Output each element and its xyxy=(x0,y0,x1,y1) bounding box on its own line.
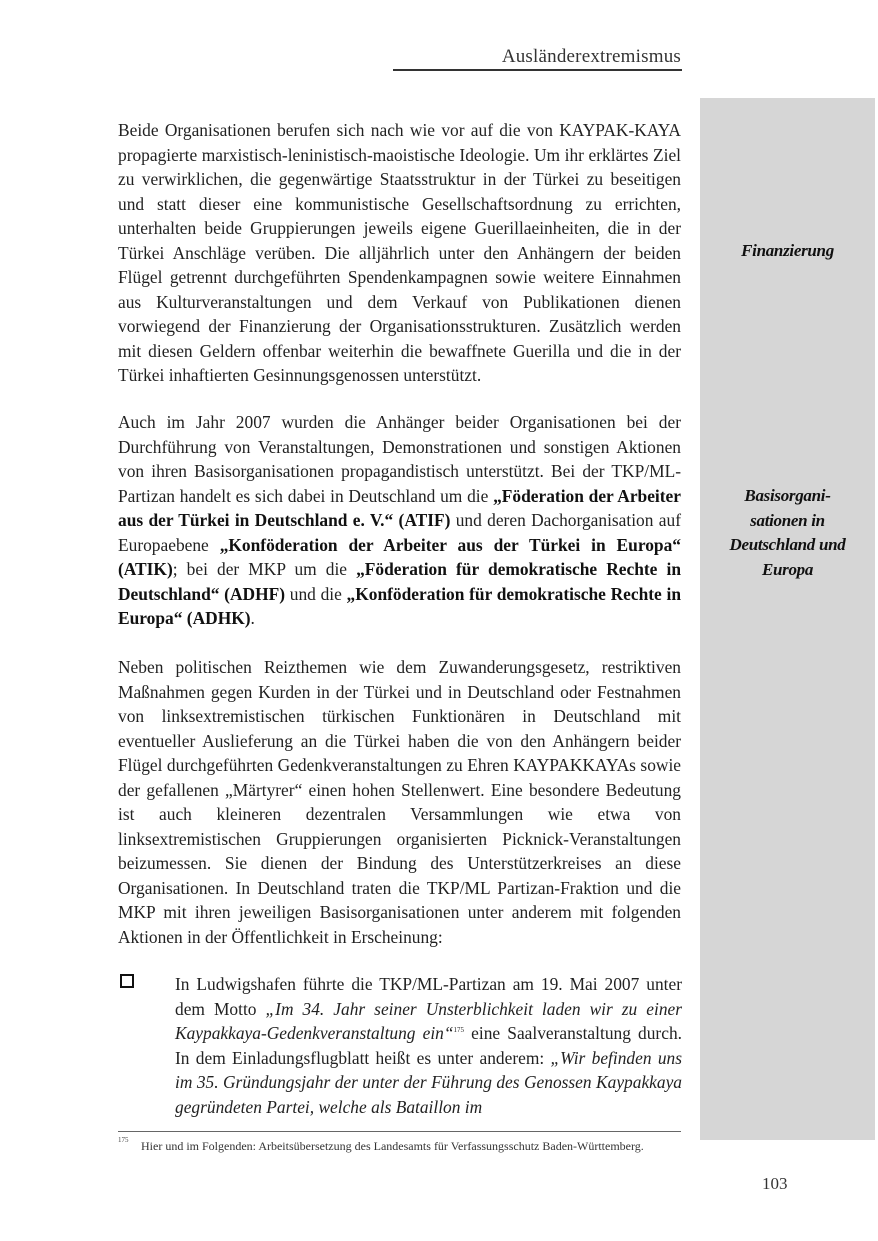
text-run: und die xyxy=(285,583,347,604)
footnote-rule xyxy=(118,1131,681,1132)
paragraph-basisorganisationen xyxy=(118,410,681,631)
bullet-item-ludwigshafen xyxy=(175,972,682,1119)
margin-note-basisorganisationen xyxy=(700,484,875,582)
paragraph-ideology xyxy=(118,118,681,388)
org-adhf: „Föderation für demokratische Rechte in Deutschland“ (ADHF) xyxy=(118,559,681,604)
footnote-number: 175 xyxy=(118,1136,129,1144)
paragraph-text: Neben politischen Reizthemen wie dem Zuwanderungsgesetz, restriktiven Maßnahmen gegen Kurden in der Türkei und in Deutschland oder Festnahmen von linksextremistischen türkischen Funktionären in Deutschland mit eventueller Auslieferung an die Türkei haben die von den Anhängern beider Flügel durchgeführten Gedenkveranstaltungen zu Ehren KAYPAKKAYAs sowie der gefallenen „Märtyrer“ einen hohen Stellenwert. Eine besondere Bedeutung ist auch kleineren dezentralen Versammlungen wie etwa von linksextremistischen Gruppierungen organisierten Picknick-Veranstaltungen beizumessen. Sie dienen der Bindung des Unterstützerkreises an diese Organisationen. In Deutschland traten die TKP/ML Partizan-Fraktion und die MKP mit ihren jeweiligen Basisorganisationen unter anderem mit folgenden Aktionen in der Öffentlichkeit in Erscheinung: xyxy=(118,657,681,947)
margin-note-line: Basisorgani- xyxy=(744,486,831,505)
org-adhk: „Konföderation für demokratische Rechte in Europa“ (ADHK) xyxy=(118,583,682,628)
checkbox-bullet-icon xyxy=(120,974,134,988)
quote-flugblatt: „Wir befinden uns im 35. Gründungsjahr der unter der Führung des Genossen Kaypakkaya gegründeten Partei, welche als Bataillon im xyxy=(175,1047,682,1117)
text-run: und deren Dachorganisation auf Europaebene xyxy=(118,510,681,555)
header-rule xyxy=(393,69,682,71)
text-run: eine Saalveranstaltung durch. In dem Einladungsflugblatt heißt es unter anderem: xyxy=(175,1023,682,1068)
margin-note-line: sationen in xyxy=(750,510,825,530)
margin-note-line: Deutschland und xyxy=(729,535,846,554)
margin-note-finanzierung: Finanzierung xyxy=(741,241,834,260)
paragraph-text: Beide Organisationen berufen sich nach wie vor auf die von KAYPAK-KAYA propagierte marxistisch-leninistisch-maoistische Ideologie. Um ihr erklärtes Ziel zu verwirklichen, die gegenwärtige Staatsstruktur in der Türkei zu beseitigen und statt dieser eine kommunistische Gesellschaftsordnung zu errichten, unterhalten beide Gruppierungen jeweils eigene Guerillaeinheiten, die in der Türkei Anschläge verüben. Die alljährlich unter den Anhängern der beiden Flügel getrennt durchgeführten Spendenkampagnen sowie weitere Einnahmen aus Kulturveranstaltungen und dem Verkauf von Publikationen dienen vorwiegend der Finanzierung der Organisationsstrukturen. Zusätzlich werden mit diesen Geldern offenbar weiterhin die bewaffnete Guerilla und die in der Türkei inhaftierten Gesinnungsgenossen unterstützt. xyxy=(118,120,681,385)
quote-motto: „Im 34. Jahr seiner Unsterblichkeit laden wir zu einer Kaypakkaya-Gedenkveranstaltung ein“ xyxy=(175,998,683,1043)
margin-note-line: Europa xyxy=(761,559,814,579)
paragraph-text xyxy=(118,410,681,631)
text-run: Auch im Jahr 2007 wurden die Anhänger beider Organisationen bei der Durchführung von Veranstaltungen, Demonstrationen und sonstigen Aktionen von ihren Basisorganisationen propagandistisch unterstützt. Bei der TKP/ML-Partizan handelt es sich dabei in Deutschland um die xyxy=(118,412,681,506)
paragraph-aktionen xyxy=(118,655,681,949)
text-run: In Ludwigshafen führte die TKP/ML-Partizan am 19. Mai 2007 unter dem Motto xyxy=(175,974,682,1019)
footnote-text: Hier und im Folgenden: Arbeitsübersetzung des Landesamts für Verfassungsschutz Baden-Württemberg. xyxy=(141,1139,644,1153)
page-number: 103 xyxy=(762,1174,788,1193)
footnote-ref: 175 xyxy=(453,1026,465,1035)
org-atik: „Konföderation der Arbeiter aus der Türkei in Europa“ (ATIK) xyxy=(118,534,681,579)
text-run: . xyxy=(250,608,255,628)
org-atif: „Föderation der Arbeiter aus der Türkei in Deutschland e. V.“ (ATIF) xyxy=(118,485,681,530)
running-header-title: Ausländerextremismus xyxy=(501,46,681,67)
text-run: ; bei der MKP um die xyxy=(172,559,357,579)
